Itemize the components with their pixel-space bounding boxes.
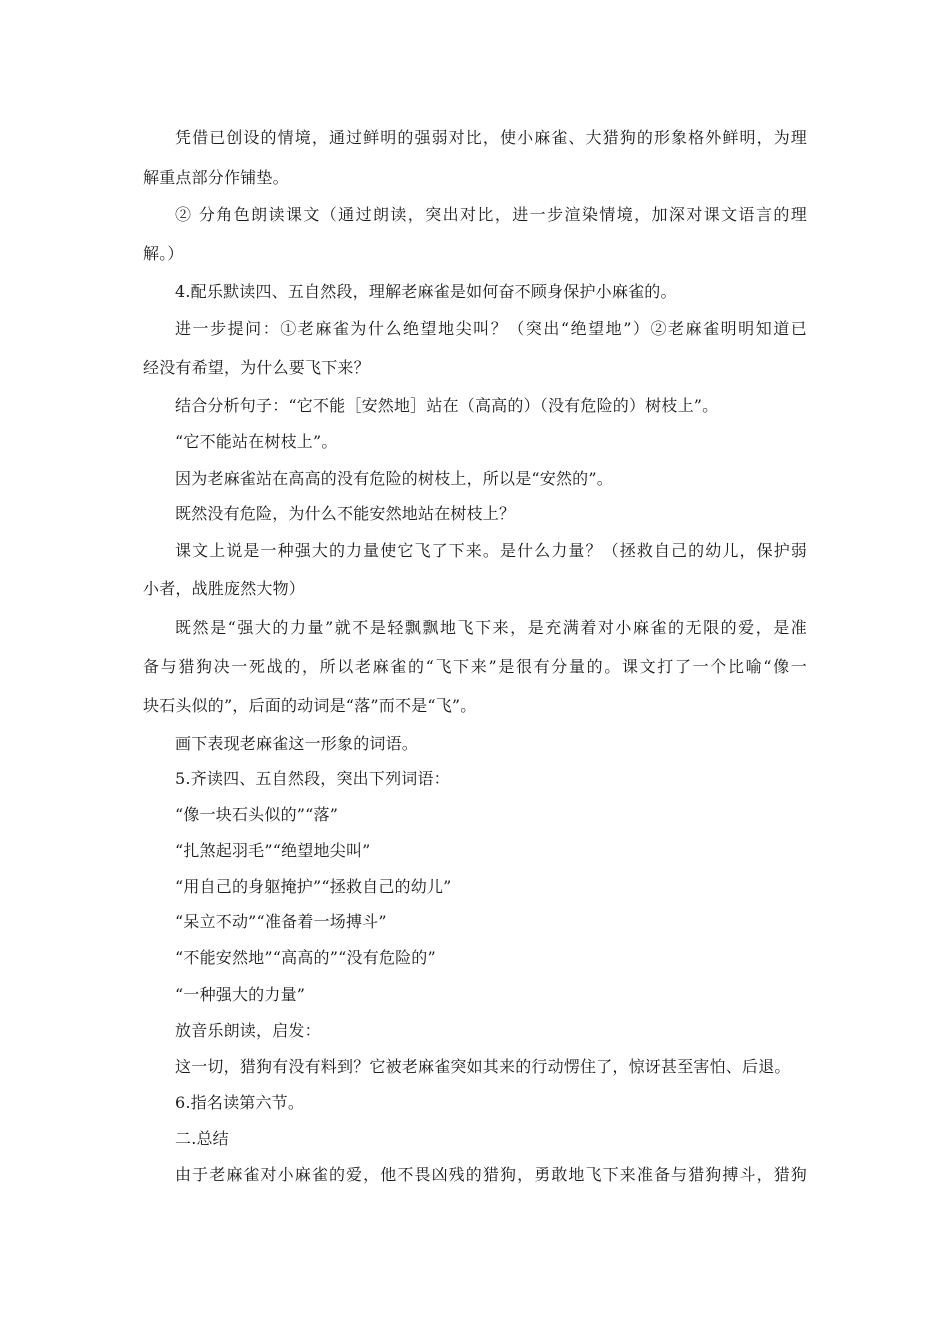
text-line-17: 画下表现老麻雀这一形象的词语。 xyxy=(175,734,419,753)
text-line-1: 凭借已创设的情境，通过鲜明的强弱对比，使小麻雀、大猎狗的形象格外鲜明，为理 xyxy=(175,128,807,147)
text-line-12: 课文上说是一种强大的力量使它飞了下来。是什么力量？（拯救自己的幼儿，保护弱 xyxy=(175,541,807,560)
text-line-18: 5.齐读四、五自然段，突出下列词语： xyxy=(175,769,450,788)
text-line-5: 4.配乐默读四、五自然段，理解老麻雀是如何奋不顾身保护小麻雀的。 xyxy=(175,282,677,301)
text-line-6: 进一步提问：①老麻雀为什么绝望地尖叫？（突出“绝望地”）②老麻雀明明知道已 xyxy=(175,319,807,338)
text-line-28: 二.总结 xyxy=(175,1129,229,1148)
text-line-23: “不能安然地”“高高的”“没有危险的” xyxy=(175,948,436,967)
text-line-20: “扎煞起羽毛”“绝望地尖叫” xyxy=(175,841,371,860)
text-line-10: 因为老麻雀站在高高的没有危险的树枝上，所以是“安然的”。 xyxy=(175,469,613,488)
text-line-2: 解重点部分作铺垫。 xyxy=(143,168,289,187)
text-line-7: 经没有希望，为什么要飞下来？ xyxy=(143,358,370,377)
text-line-27: 6.指名读第六节。 xyxy=(175,1093,305,1112)
text-line-8: 结合分析句子：“它不能［安然地］站在（高高的）（没有危险的）树枝上”。 xyxy=(175,396,719,415)
text-line-21: “用自己的身躯掩护”“拯救自己的幼儿” xyxy=(175,877,452,896)
text-line-29: 由于老麻雀对小麻雀的爱，他不畏凶残的猎狗，勇敢地飞下来准备与猎狗搏斗，猎狗 xyxy=(175,1165,807,1184)
text-line-24: “一种强大的力量” xyxy=(175,985,306,1004)
text-line-14: 既然是“强大的力量”就不是轻飘飘地飞下来，是充满着对小麻雀的无限的爱，是准 xyxy=(175,618,807,637)
text-line-19: “像一块石头似的”“落” xyxy=(175,805,339,824)
text-line-3: ② 分角色朗读课文（通过朗读，突出对比，进一步渲染情境，加深对课文语言的理 xyxy=(175,205,807,224)
text-line-26: 这一切，猎狗有没有料到？它被老麻雀突如其来的行动愣住了，惊讶甚至害怕、后退。 xyxy=(175,1057,791,1076)
text-line-22: “呆立不动”“准备着一场搏斗” xyxy=(175,912,387,931)
text-line-4: 解。） xyxy=(143,244,184,263)
text-line-9: “它不能站在树枝上”。 xyxy=(175,432,338,451)
text-line-13: 小者，战胜庞然大物） xyxy=(143,579,306,598)
text-line-11: 既然没有危险，为什么不能安然地站在树枝上？ xyxy=(175,504,516,523)
text-line-15: 备与猎狗决一死战的，所以老麻雀的“飞下来”是很有分量的。课文打了一个比喻“像一 xyxy=(143,657,807,676)
text-line-16: 块石头似的”，后面的动词是“落”而不是“飞”。 xyxy=(143,696,477,715)
text-line-25: 放音乐朗读，启发： xyxy=(175,1021,321,1040)
